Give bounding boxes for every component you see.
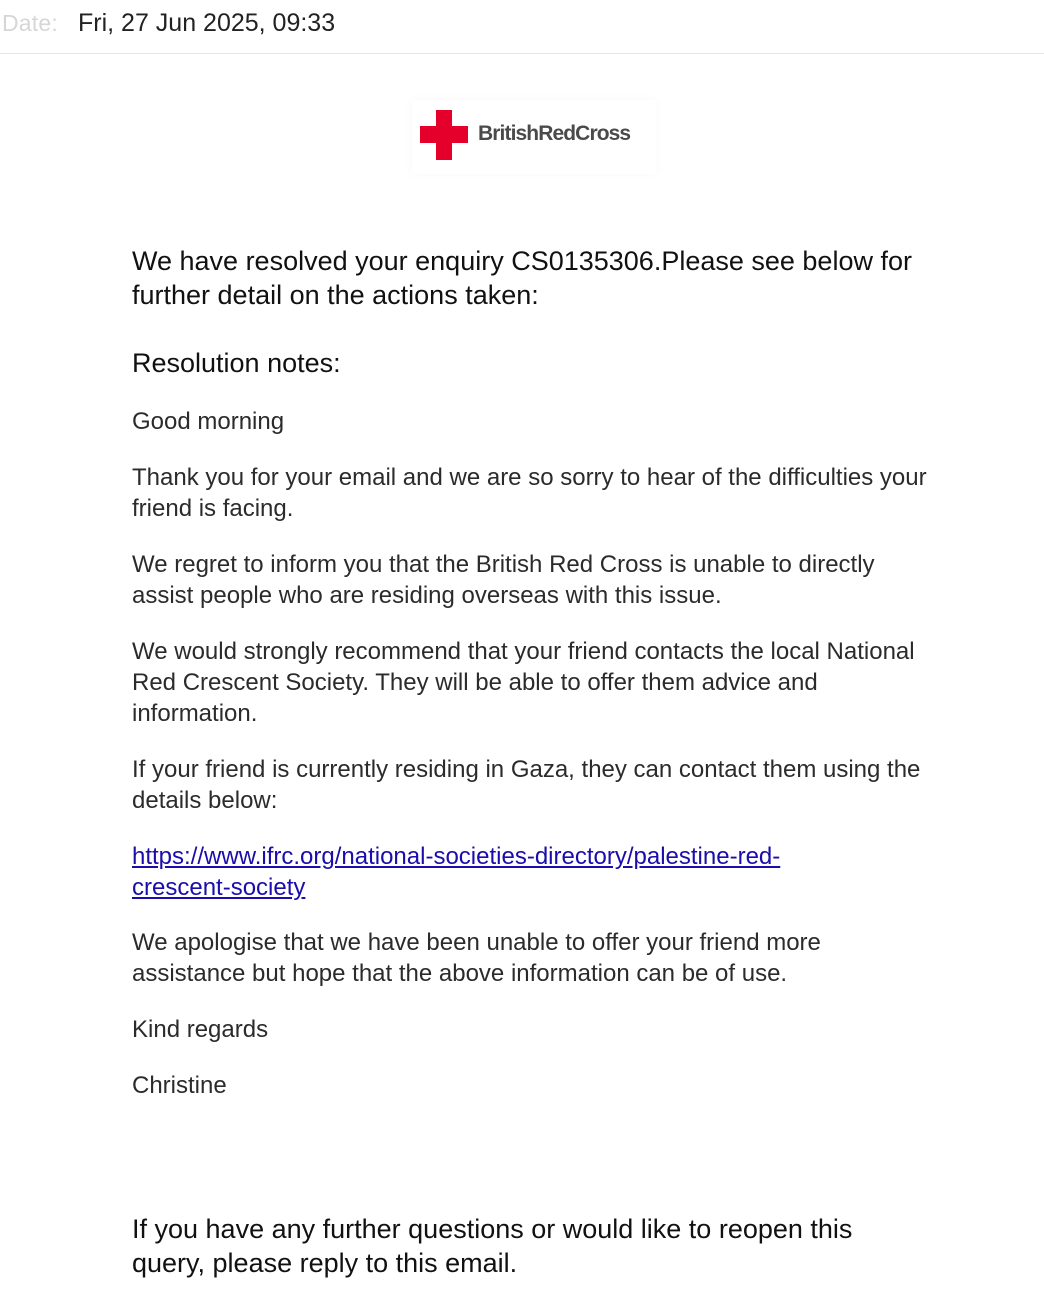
link-paragraph — [132, 841, 932, 903]
paragraph-apology: We apologise that we have been unable to offer your friend more assistance but hope that the above information can be of use. — [132, 929, 821, 987]
greeting: Good morning — [132, 408, 285, 435]
paragraph-gaza: If your friend is currently residing in Gaza, they can contact them using the details below: — [132, 756, 921, 814]
date-value: Fri, 27 Jun 2025, 09:33 — [78, 9, 336, 37]
intro-text: We have resolved your enquiry CS0135306.Please see below for further detail on the actions taken: — [132, 246, 912, 310]
paragraph-unable: We regret to inform you that the British Red Cross is unable to directly assist people who are residing overseas with this issue. — [132, 551, 875, 609]
red-cross-icon — [420, 110, 470, 160]
email-header — [0, 0, 1044, 54]
signature: Christine — [132, 1072, 227, 1099]
footer-text: If you have any further questions or would like to reopen this query, please reply to this email. — [132, 1214, 853, 1278]
paragraph-recommend: We would strongly recommend that your friend contacts the local National Red Crescent Society. They will be able to offer them advice and information. — [132, 638, 915, 727]
paragraph-sympathy: Thank you for your email and we are so sorry to hear of the difficulties your friend is facing. — [132, 464, 927, 522]
logo-text: BritishRedCross — [478, 122, 631, 145]
ifrc-link[interactable]: https://www.ifrc.org/national-societies-directory/palestine-red- crescent-society — [132, 843, 781, 901]
sign-off: Kind regards — [132, 1016, 269, 1043]
resolution-title: Resolution notes: — [132, 348, 341, 378]
british-red-cross-logo — [412, 100, 656, 174]
date-label: Date: — [2, 10, 58, 36]
